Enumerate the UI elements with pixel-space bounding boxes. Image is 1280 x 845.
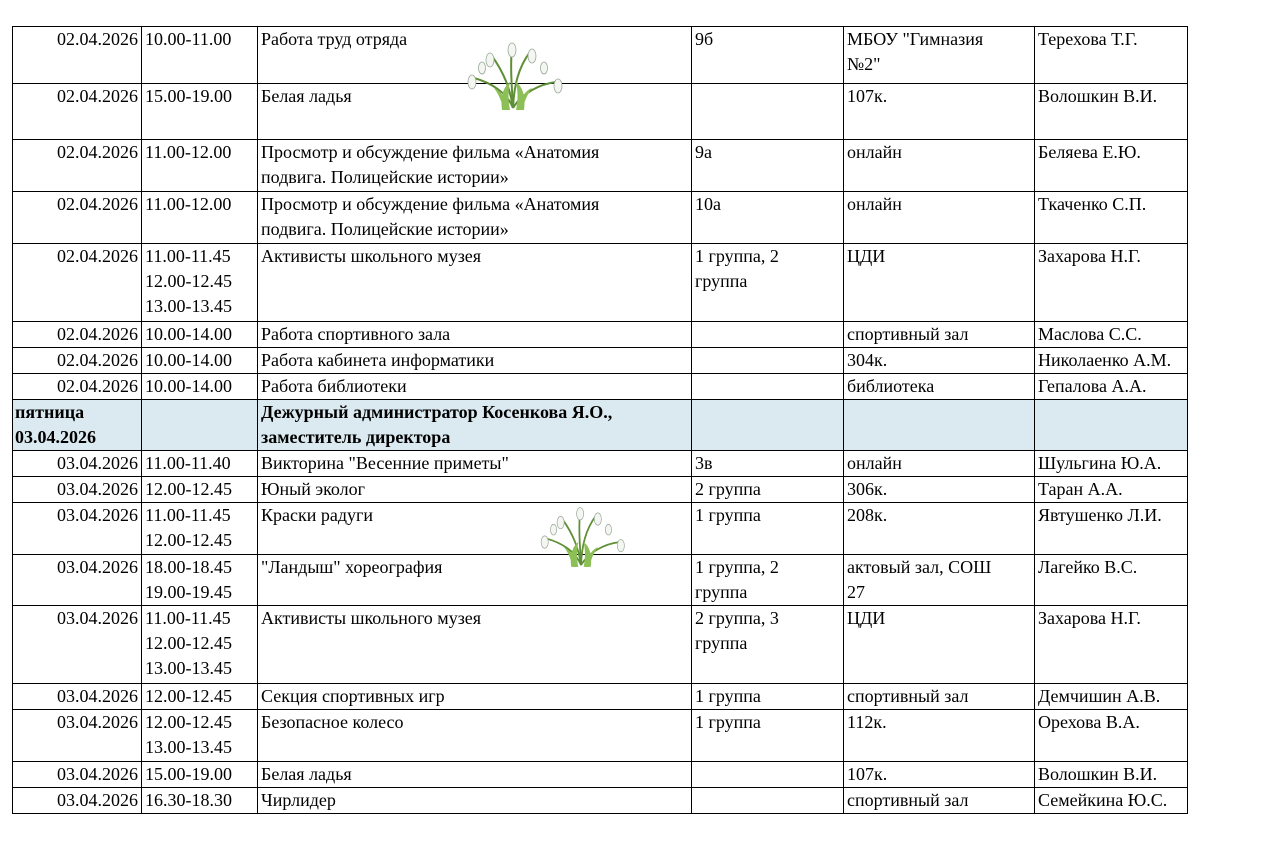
date-text: 03.04.2026 xyxy=(57,557,138,577)
event-cell xyxy=(258,322,692,348)
date-text: 02.04.2026 xyxy=(57,142,138,162)
date-cell xyxy=(13,451,142,477)
day-header-empty-cell xyxy=(844,400,1035,451)
date-cell xyxy=(13,84,142,140)
place-cell xyxy=(844,322,1035,348)
place-cell xyxy=(844,710,1035,762)
event-text: Юный эколог xyxy=(261,479,366,499)
responsible-text: Беляева Е.Ю. xyxy=(1038,142,1141,162)
event-text: Краски радуги xyxy=(261,505,374,525)
event-text: Секция спортивных игр xyxy=(261,686,445,706)
responsible-text: Захарова Н.Г. xyxy=(1038,608,1141,628)
day-header-empty-cell xyxy=(142,400,258,451)
place-text: ЦДИ xyxy=(847,608,886,628)
schedule-row xyxy=(13,244,1188,322)
time-text: 12.00-12.45 xyxy=(145,271,232,291)
event-text: Активисты школьного музея xyxy=(261,608,482,628)
schedule-row xyxy=(13,322,1188,348)
group-cell xyxy=(692,503,844,555)
place-text: спортивный зал xyxy=(847,686,969,706)
place-cell xyxy=(844,606,1035,684)
date-cell xyxy=(13,684,142,710)
event-cell xyxy=(258,684,692,710)
event-text: Белая ладья xyxy=(261,86,352,106)
event-cell xyxy=(258,503,692,555)
responsible-cell xyxy=(1035,788,1188,814)
group-cell xyxy=(692,348,844,374)
group-text: 10а xyxy=(695,194,721,214)
date-text: 03.04.2026 xyxy=(57,453,138,473)
date-cell xyxy=(13,606,142,684)
responsible-text: Орехова В.А. xyxy=(1038,712,1140,732)
group-text: 9а xyxy=(695,142,712,162)
schedule-row xyxy=(13,503,1188,555)
group-cell xyxy=(692,244,844,322)
time-text: 12.00-12.45 xyxy=(145,712,232,732)
event-text: Чирлидер xyxy=(261,790,336,810)
group-text: 2 группа, 3 xyxy=(695,608,779,628)
date-cell xyxy=(13,503,142,555)
date-cell xyxy=(13,477,142,503)
group-cell xyxy=(692,27,844,84)
place-cell xyxy=(844,348,1035,374)
group-text: группа xyxy=(695,271,748,291)
responsible-text: Демчишин А.В. xyxy=(1038,686,1161,706)
time-text: 11.00-12.00 xyxy=(145,142,232,162)
day-header-empty-cell xyxy=(1035,400,1188,451)
time-text: 12.00-12.45 xyxy=(145,530,232,550)
event-text: Работа спортивного зала xyxy=(261,324,451,344)
date-text: 03.04.2026 xyxy=(57,505,138,525)
group-text: 1 группа xyxy=(695,712,761,732)
schedule-row xyxy=(13,555,1188,606)
responsible-text: Явтушенко Л.И. xyxy=(1038,505,1162,525)
responsible-cell xyxy=(1035,606,1188,684)
schedule-row xyxy=(13,762,1188,788)
date-cell xyxy=(13,192,142,244)
responsible-text: Семейкина Ю.С. xyxy=(1038,790,1168,810)
place-cell xyxy=(844,192,1035,244)
date-text: 02.04.2026 xyxy=(57,376,138,396)
schedule-table xyxy=(12,26,1188,814)
group-cell xyxy=(692,374,844,400)
place-cell xyxy=(844,503,1035,555)
date-text: 03.04.2026 xyxy=(57,686,138,706)
place-text: библиотека xyxy=(847,376,935,396)
responsible-text: Гепалова А.А. xyxy=(1038,376,1147,396)
time-text: 15.00-19.00 xyxy=(145,764,232,784)
group-text: группа xyxy=(695,582,748,602)
responsible-text: Ткаченко С.П. xyxy=(1038,194,1147,214)
place-text: онлайн xyxy=(847,142,902,162)
schedule-row xyxy=(13,606,1188,684)
date-cell xyxy=(13,140,142,192)
event-cell xyxy=(258,762,692,788)
group-text: 1 группа, 2 xyxy=(695,557,779,577)
place-cell xyxy=(844,140,1035,192)
time-text: 12.00-12.45 xyxy=(145,633,232,653)
responsible-text: Таран А.А. xyxy=(1038,479,1123,499)
time-text: 10.00-14.00 xyxy=(145,376,232,396)
responsible-text: Маслова С.С. xyxy=(1038,324,1142,344)
place-text: спортивный зал xyxy=(847,790,969,810)
event-cell xyxy=(258,27,692,84)
group-cell xyxy=(692,710,844,762)
date-text: 03.04.2026 xyxy=(57,764,138,784)
date-cell xyxy=(13,374,142,400)
place-cell xyxy=(844,374,1035,400)
event-text: подвига. Полицейские истории» xyxy=(261,167,509,187)
responsible-cell xyxy=(1035,684,1188,710)
day-header-row xyxy=(13,400,1188,451)
event-text: Белая ладья xyxy=(261,764,352,784)
place-cell xyxy=(844,477,1035,503)
time-cell xyxy=(142,348,258,374)
schedule-row xyxy=(13,788,1188,814)
place-text: ЦДИ xyxy=(847,246,886,266)
event-cell xyxy=(258,555,692,606)
day-date: 03.04.2026 xyxy=(15,427,96,447)
schedule-row xyxy=(13,84,1188,140)
date-text: 03.04.2026 xyxy=(57,608,138,628)
date-text: 02.04.2026 xyxy=(57,350,138,370)
date-cell xyxy=(13,244,142,322)
event-cell xyxy=(258,451,692,477)
responsible-text: Захарова Н.Г. xyxy=(1038,246,1141,266)
place-cell xyxy=(844,451,1035,477)
time-text: 18.00-18.45 xyxy=(145,557,232,577)
responsible-text: Николаенко А.М. xyxy=(1038,350,1172,370)
time-text: 16.30-18.30 xyxy=(145,790,232,810)
group-text: 1 группа xyxy=(695,686,761,706)
schedule-row xyxy=(13,140,1188,192)
place-cell xyxy=(844,84,1035,140)
responsible-cell xyxy=(1035,244,1188,322)
duty-administrator-cell xyxy=(258,400,692,451)
event-text: "Ландыш" хореография xyxy=(261,557,443,577)
responsible-cell xyxy=(1035,503,1188,555)
date-cell xyxy=(13,762,142,788)
place-cell xyxy=(844,684,1035,710)
date-cell xyxy=(13,710,142,762)
time-text: 13.00-13.45 xyxy=(145,658,232,678)
time-text: 11.00-12.00 xyxy=(145,194,232,214)
responsible-text: Лагейко В.С. xyxy=(1038,557,1138,577)
day-header-section xyxy=(13,400,1188,451)
group-text: 1 группа, 2 xyxy=(695,246,779,266)
time-text: 10.00-14.00 xyxy=(145,350,232,370)
place-text: 112к. xyxy=(847,712,887,732)
time-cell xyxy=(142,710,258,762)
time-cell xyxy=(142,451,258,477)
place-cell xyxy=(844,27,1035,84)
responsible-cell xyxy=(1035,140,1188,192)
schedule-row xyxy=(13,374,1188,400)
date-text: 02.04.2026 xyxy=(57,324,138,344)
schedule-rows-april-3 xyxy=(13,451,1188,814)
responsible-text: Волошкин В.И. xyxy=(1038,764,1158,784)
day-header-empty-cell xyxy=(692,400,844,451)
group-text: 1 группа xyxy=(695,505,761,525)
group-text: 3в xyxy=(695,453,713,473)
date-text: 03.04.2026 xyxy=(57,479,138,499)
time-cell xyxy=(142,140,258,192)
event-cell xyxy=(258,710,692,762)
event-cell xyxy=(258,244,692,322)
time-cell xyxy=(142,477,258,503)
date-cell xyxy=(13,555,142,606)
group-text: 9б xyxy=(695,29,714,49)
responsible-text: Терехова Т.Г. xyxy=(1038,29,1138,49)
place-text: МБОУ "Гимназия xyxy=(847,29,984,49)
responsible-cell xyxy=(1035,374,1188,400)
event-cell xyxy=(258,374,692,400)
event-text: подвига. Полицейские истории» xyxy=(261,219,509,239)
place-text: 208к. xyxy=(847,505,888,525)
time-cell xyxy=(142,503,258,555)
place-text: спортивный зал xyxy=(847,324,969,344)
time-cell xyxy=(142,374,258,400)
event-cell xyxy=(258,606,692,684)
time-cell xyxy=(142,606,258,684)
time-text: 13.00-13.45 xyxy=(145,737,232,757)
place-text: 306к. xyxy=(847,479,888,499)
event-text: Просмотр и обсуждение фильма «Анатомия xyxy=(261,194,600,214)
event-text: Безопасное колесо xyxy=(261,712,404,732)
time-cell xyxy=(142,84,258,140)
event-text: Работа кабинета информатики xyxy=(261,350,495,370)
responsible-cell xyxy=(1035,348,1188,374)
time-cell xyxy=(142,322,258,348)
place-text: актовый зал, СОШ xyxy=(847,557,992,577)
time-cell xyxy=(142,762,258,788)
time-text: 12.00-12.45 xyxy=(145,479,232,499)
time-cell xyxy=(142,27,258,84)
place-text: 107к. xyxy=(847,86,888,106)
responsible-cell xyxy=(1035,555,1188,606)
event-text: Викторина "Весенние приметы" xyxy=(261,453,509,473)
place-cell xyxy=(844,788,1035,814)
place-cell xyxy=(844,555,1035,606)
place-cell xyxy=(844,244,1035,322)
responsible-cell xyxy=(1035,477,1188,503)
group-cell xyxy=(692,322,844,348)
group-cell xyxy=(692,477,844,503)
responsible-cell xyxy=(1035,322,1188,348)
date-cell xyxy=(13,348,142,374)
event-cell xyxy=(258,140,692,192)
schedule-row xyxy=(13,477,1188,503)
responsible-text: Волошкин В.И. xyxy=(1038,86,1158,106)
time-text: 11.00-11.45 xyxy=(145,608,231,628)
event-cell xyxy=(258,788,692,814)
time-text: 13.00-13.45 xyxy=(145,296,232,316)
time-text: 10.00-14.00 xyxy=(145,324,232,344)
time-cell xyxy=(142,244,258,322)
place-text: 107к. xyxy=(847,764,888,784)
responsible-cell xyxy=(1035,762,1188,788)
group-cell xyxy=(692,684,844,710)
responsible-text: Шульгина Ю.А. xyxy=(1038,453,1162,473)
date-cell xyxy=(13,788,142,814)
event-cell xyxy=(258,477,692,503)
event-cell xyxy=(258,348,692,374)
group-text: 2 группа xyxy=(695,479,761,499)
responsible-cell xyxy=(1035,192,1188,244)
event-cell xyxy=(258,84,692,140)
schedule-row xyxy=(13,348,1188,374)
responsible-cell xyxy=(1035,451,1188,477)
group-cell xyxy=(692,192,844,244)
group-text: группа xyxy=(695,633,748,653)
time-text: 11.00-11.45 xyxy=(145,246,231,266)
event-text: Работа библиотеки xyxy=(261,376,407,396)
time-cell xyxy=(142,555,258,606)
schedule-row xyxy=(13,710,1188,762)
place-text: №2" xyxy=(847,54,881,74)
group-cell xyxy=(692,84,844,140)
time-text: 19.00-19.45 xyxy=(145,582,232,602)
date-cell xyxy=(13,322,142,348)
date-text: 02.04.2026 xyxy=(57,194,138,214)
responsible-cell xyxy=(1035,27,1188,84)
day-name: пятница xyxy=(15,402,85,422)
group-cell xyxy=(692,606,844,684)
date-text: 03.04.2026 xyxy=(57,712,138,732)
place-text: 27 xyxy=(847,582,865,602)
place-text: онлайн xyxy=(847,194,902,214)
schedule-row xyxy=(13,27,1188,84)
date-text: 02.04.2026 xyxy=(57,246,138,266)
event-text: Просмотр и обсуждение фильма «Анатомия xyxy=(261,142,600,162)
event-text: Активисты школьного музея xyxy=(261,246,482,266)
time-cell xyxy=(142,788,258,814)
date-text: 03.04.2026 xyxy=(57,790,138,810)
time-text: 12.00-12.45 xyxy=(145,686,232,706)
time-cell xyxy=(142,192,258,244)
schedule-rows-april-2 xyxy=(13,27,1188,400)
group-cell xyxy=(692,555,844,606)
group-cell xyxy=(692,762,844,788)
responsible-cell xyxy=(1035,710,1188,762)
place-text: онлайн xyxy=(847,453,902,473)
event-cell xyxy=(258,192,692,244)
group-cell xyxy=(692,451,844,477)
date-text: 02.04.2026 xyxy=(57,29,138,49)
schedule-row xyxy=(13,684,1188,710)
schedule-row xyxy=(13,192,1188,244)
group-cell xyxy=(692,140,844,192)
event-text: Работа труд отряда xyxy=(261,29,408,49)
place-text: 304к. xyxy=(847,350,888,370)
time-text: 11.00-11.45 xyxy=(145,505,231,525)
time-text: 15.00-19.00 xyxy=(145,86,232,106)
responsible-cell xyxy=(1035,84,1188,140)
duty-administrator-name: Дежурный администратор Косенкова Я.О., xyxy=(261,402,613,422)
date-text: 02.04.2026 xyxy=(57,86,138,106)
time-cell xyxy=(142,684,258,710)
duty-administrator-position: заместитель директора xyxy=(261,427,451,447)
day-header-date-cell xyxy=(13,400,142,451)
time-text: 11.00-11.40 xyxy=(145,453,231,473)
time-text: 10.00-11.00 xyxy=(145,29,232,49)
group-cell xyxy=(692,788,844,814)
schedule-row xyxy=(13,451,1188,477)
date-cell xyxy=(13,27,142,84)
place-cell xyxy=(844,762,1035,788)
